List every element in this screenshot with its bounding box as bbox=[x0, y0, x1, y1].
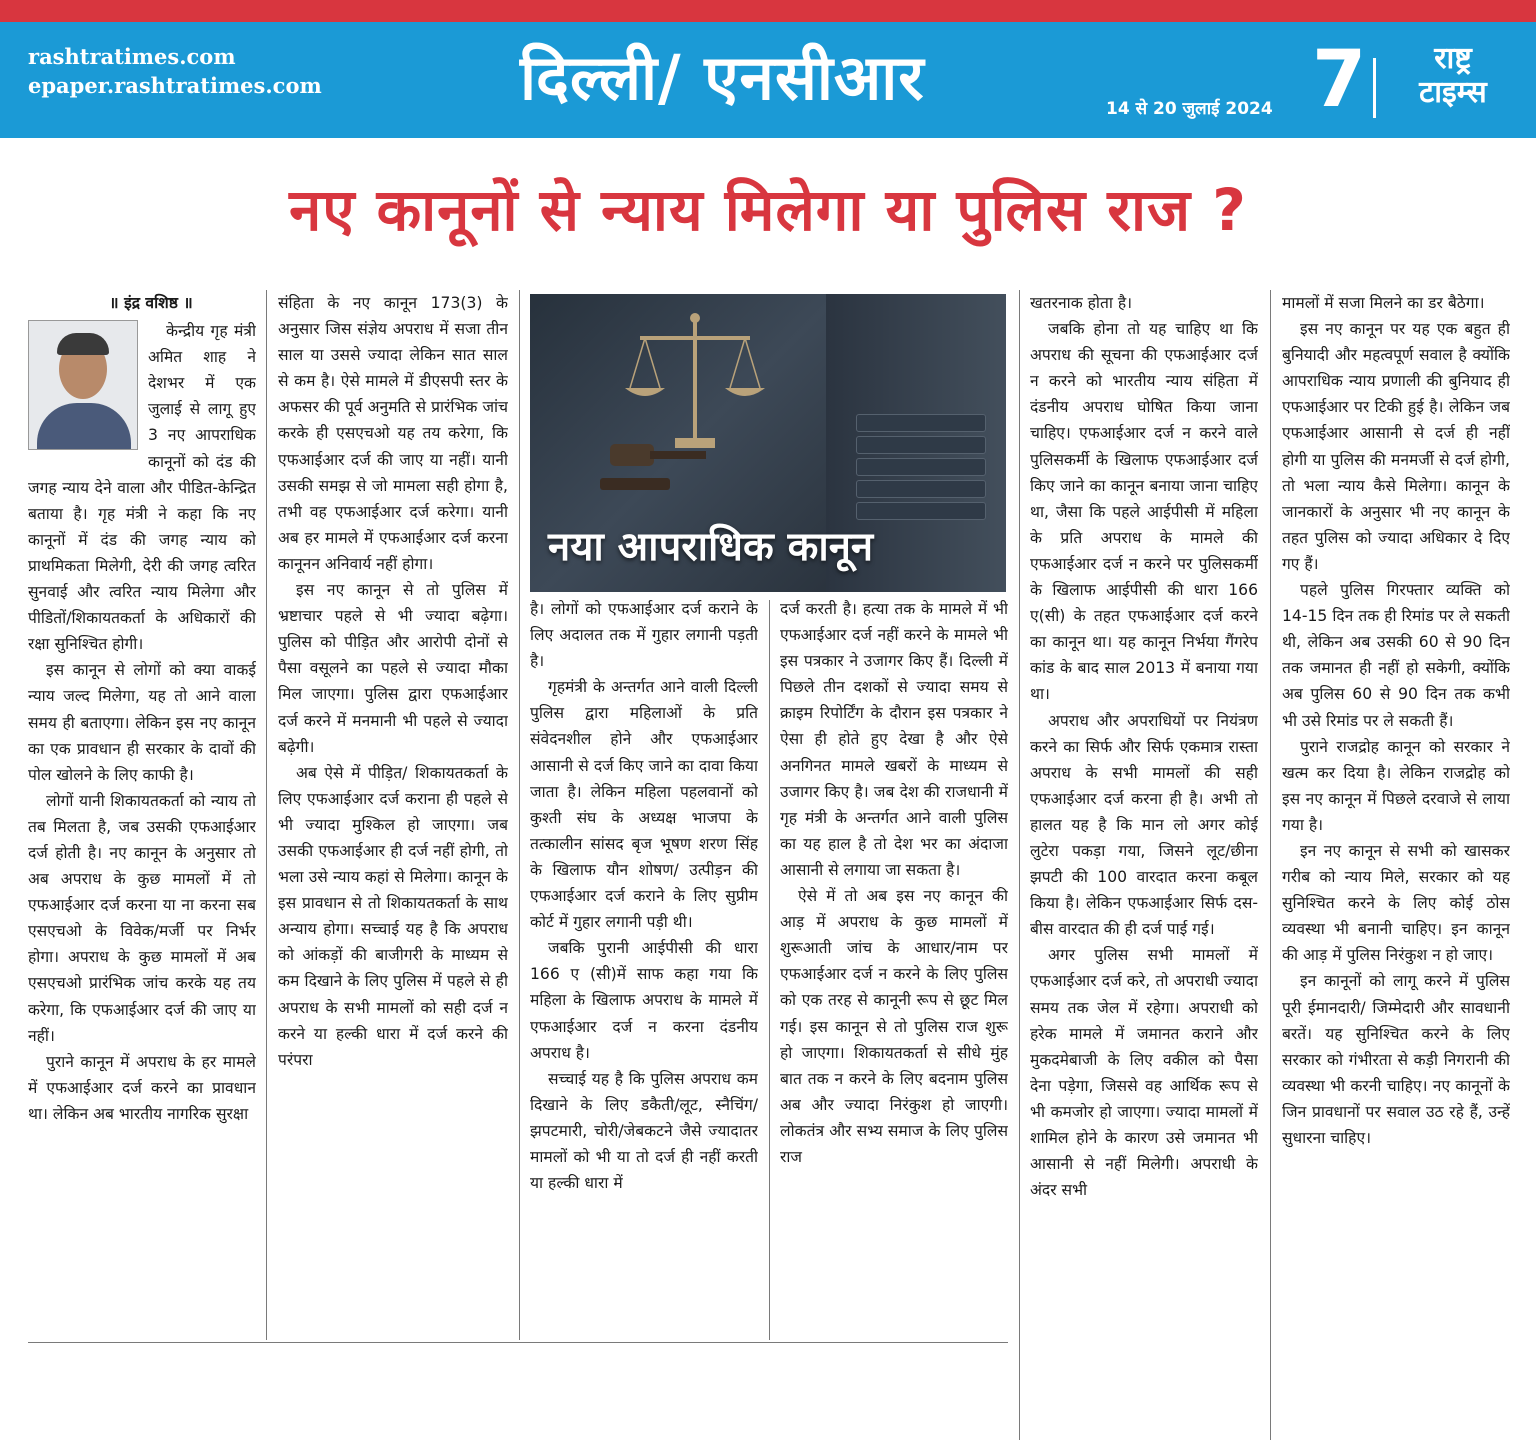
paragraph: दर्ज करती है। हत्या तक के मामले में भी एफआईआर दर्ज नहीं करने के मामले भी इस पत्रकार ने उजागर किए हैं। दिल्ली में पिछले तीन दशकों से ज्यादा समय से क्राइम रिपोर्टिंग के दौरान इस पत्रकार ने ऐसा ही होते हुए देखा है और ऐसे अनगिनत मामले खबरों के माध्यम से उजागर किए है। जब देश की राजधानी में गृह मंत्री के अन्तर्गत आने वाली पुलिस का यह हाल है तो देश भर का अंदाजा आसानी से लगाया जा सकता है। bbox=[780, 600, 1008, 879]
paragraph: पुराने कानून में अपराध के हर मामले में एफआईआर दर्ज करने का प्रावधान था। लेकिन अब भारतीय नागरिक सुरक्षा bbox=[28, 1052, 256, 1123]
brand-logo bbox=[1388, 42, 1518, 110]
article-column-6 bbox=[1282, 290, 1510, 1440]
paragraph: ऐसे में तो अब इस नए कानून की आड़ में अपराध के कुछ मामलों में शुरूआती जांच के आधार/नाम पर एफआईआर दर्ज न करने के लिए पुलिस को एक तरह से कानूनी रूप से छूट मिल गई। इस कानून से तो पुलिस राज शुरू हो जाएगा। शिकायतकर्ता से सीधे मुंह बात तक न करने के लिए बदनाम पुलिस अब और ज्यादा निरंकुश हो जाएगी। लोकतंत्र और सभ्य समाज के लिए पुलिस राज bbox=[780, 887, 1008, 1166]
paragraph: लोगों यानी शिकायतकर्ता को न्याय तो तब मिलता है, जब उसकी एफआईआर दर्ज होती है। नए कानून के अनुसार तो अब अपराध के कुछ मामलों में तो एफआईआर दर्ज करना या ना करना सब एसएचओ के विवेक/मर्जी पर निर्भर होगा। अपराध के कुछ मामलों में अब एसएचओ प्रारंभिक जांच करके यह तय करेगा, कि एफआईआर दर्ज की जाए या नहीं। bbox=[28, 791, 256, 1045]
paragraph: अपराध और अपराधियों पर नियंत्रण करने का सिर्फ और सिर्फ एकमात्र रास्ता अपराध के सभी मामलों की सही एफआईआर दर्ज करना ही है। अभी तो हालत यह है कि मान लो अगर कोई लुटेरा पकड़ा गया, जिसने लूट/छीना झपटी की 100 वारदात करना कबूल किया है। लेकिन एफआईआर सिर्फ दस-बीस वारदात की ही दर्ज पाई गई। bbox=[1030, 711, 1258, 939]
issue-date: 14 से 20 जुलाई 2024 bbox=[1106, 99, 1273, 119]
byline: ॥ इंद्र वशिष्ठ ॥ bbox=[109, 294, 193, 312]
column-divider bbox=[519, 290, 520, 1340]
headline: नए कानूनों से न्याय मिलेगा या पुलिस राज ? bbox=[289, 176, 1247, 244]
paragraph: इस कानून से लोगों को क्या वाकई न्याय जल्द मिलेगा, यह तो आने वाला समय ही बताएगा। लेकिन इस नए कानून का एक प्रावधान ही सरकार के दावों की पोल खोलने के लिए काफी है। bbox=[28, 661, 256, 784]
article-column-4 bbox=[780, 596, 1008, 1340]
paragraph: इन कानूनों को लागू करने में पुलिस पूरी ईमानदारी/ जिम्मेदारी और सावधानी बरतें। यह सुनिश्चित करने के लिए सरकार को गंभीरता से कड़ी निगरानी की व्यवस्था भी करनी चाहिए। नए कानूनों के जिन प्रावधानों पर सवाल उठ रहे हैं, उन्हें सुधारना चाहिए। bbox=[1282, 972, 1510, 1147]
bottom-divider bbox=[28, 1342, 1008, 1343]
paragraph: है। लोगों को एफआईआर दर्ज कराने के लिए अदालत तक में गुहार लगानी पड़ती है। bbox=[530, 600, 758, 671]
header-divider bbox=[1373, 58, 1376, 118]
paragraph: जबकि होना तो यह चाहिए था कि अपराध की सूचना की एफआईआर दर्ज न करने को भारतीय न्याय संहिता में दंडनीय अपराध घोषित किया जाना चाहिए। एफआईआर दर्ज न करने वाले पुलिसकर्मी के खिलाफ एफआईआर दर्ज किए जाने का कानून बनाया जाना चाहिए था, जैसा कि पहले आईपीसी में महिला के प्रति अपराध के मामले की एफआईआर दर्ज न करने पर पुलिसकर्मी के खिलाफ आईपीसी की धारा 166 ए(सी) के तहत एफआईआर दर्ज करने का कानून था। यह कानून निर्भया गैंगरेप कांड के बाद साल 2013 में बनाया गया था। bbox=[1030, 320, 1258, 704]
brand-line-2: टाइम्स bbox=[1419, 75, 1487, 110]
paragraph: केन्द्रीय गृह मंत्री अमित शाह ने देशभर में एक जुलाई से लागू हुए 3 नए आपराधिक कानूनों को दंड की जगह न्याय देने वाला और पीडित-केन्द्रित बताया है। गृह मंत्री ने कहा कि नए कानूनों में दंड की जगह न्याय को प्राथमिकता मिलेगी, देरी की जगह त्वरित सुनवाई और त्वरित न्याय मिलेगा और पीडितों/शिकायतकर्ता के अधिकारों की रक्षा सुनिश्चित होगी। bbox=[28, 322, 256, 654]
paragraph: इस नए कानून पर यह एक बहुत ही बुनियादी और महत्वपूर्ण सवाल है क्योंकि आपराधिक न्याय प्रणाली की बुनियाद ही एफआईआर पर टिकी हुई है। लेकिन जब एफआईआर आसानी से दर्ज ही नहीं होगी या पुलिस की मनमर्जी से दर्ज होगी, तो भला न्याय कैसे मिलेगा। कानून के जानकारों के अनुसार भी नए कानून के तहत पुलिस को ज्यादा अधिकार दे दिए गए हैं। bbox=[1282, 320, 1510, 573]
paragraph: अगर पुलिस सभी मामलों में एफआईआर दर्ज करे, तो अपराधी ज्यादा समय तक जेल में रहेगा। अपराधी को हरेक मामले में जमानत कराने और मुकदमेबाजी के लिए वकील को पैसा देना पड़ेगा, जिससे वह आर्थिक रूप से भी कमजोर हो जाएगा। ज्यादा मामलों में शामिल होने के कारण उसे जमानत भी आसानी से नहीं मिलेगी। अपराधी के अंदर सभी bbox=[1030, 946, 1258, 1200]
paragraph: खतरनाक होता है। bbox=[1030, 294, 1133, 312]
column-divider bbox=[769, 600, 770, 1340]
column-divider bbox=[266, 290, 267, 1340]
paragraph: अब ऐसे में पीड़ित/ शिकायतकर्ता के लिए एफआईआर दर्ज कराना ही पहले से भी ज्यादा मुश्किल हो जाएगा। जब उसकी एफआईआर ही दर्ज नहीं होगी, तो भला उसे न्याय कहां से मिलेगा। कानून के इस प्रावधान से तो शिकायतकर्ता के साथ अन्याय होगा। सच्चाई यह है कि अपराध को आंकड़ों की बाजीगरी के माध्यम से कम दिखाने के लिए पुलिस में पहले से ही अपराध के सभी मामलों को सही दर्ज न करने या हल्की धारा में दर्ज करने की परंपरा bbox=[278, 763, 508, 1069]
paragraph: पुराने राजद्रोह कानून को सरकार ने खत्म कर दिया है। लेकिन राजद्रोह को इस नए कानून में पिछले दरवाजे से लाया गया है। bbox=[1282, 737, 1510, 834]
article-column-5 bbox=[1030, 290, 1258, 1440]
paragraph: मामलों में सजा मिलने का डर बैठेगा। bbox=[1282, 294, 1485, 312]
image-caption: नया आपराधिक कानून bbox=[548, 524, 874, 570]
site-url[interactable]: rashtratimes.com bbox=[28, 44, 236, 69]
article-column-1 bbox=[28, 290, 256, 1340]
paragraph: पहले पुलिस गिरफ्तार व्यक्ति को 14-15 दिन तक ही रिमांड पर ले सकती थी, लेकिन अब उसकी 60 से 90 दिन तक जमानत ही नहीं हो सकेगी, क्योंकि अब पुलिस 60 से 90 दिन तक कभी भी उसे रिमांड पर ले सकती हैं। bbox=[1282, 581, 1510, 730]
paragraph: सच्चाई यह है कि पुलिस अपराध कम दिखाने के लिए डकैती/लूट, स्नैचिंग/झपटमारी, चोरी/जेबकटने जैसे ज्यादातर मामलों को भी या तो दर्ज ही नहीं करती या हल्की धारा में bbox=[530, 1069, 758, 1193]
section-title: दिल्ली/ एनसीआर bbox=[520, 41, 925, 114]
feature-image bbox=[530, 294, 1006, 592]
epaper-url[interactable]: epaper.rashtratimes.com bbox=[28, 73, 322, 98]
article-column-2 bbox=[278, 290, 508, 1340]
paragraph: इस नए कानून से तो पुलिस में भ्रष्टाचार पहले से भी ज्यादा बढ़ेगा। पुलिस को पीड़ित और आरोपी दोनों से पैसा वसूलने का पहले से ज्यादा मौका मिल जाएगा। पुलिस द्वारा एफआईआर दर्ज करने में मनमानी भी पहले से ज्यादा बढ़ेगी। bbox=[278, 581, 508, 756]
page-number: 7 bbox=[1312, 35, 1367, 125]
paragraph: जबकि पुरानी आईपीसी की धारा 166 ए (सी)में साफ कहा गया कि महिला के खिलाफ अपराध के मामले में एफआईआर दर्ज न करना दंडनीय अपराध है। bbox=[530, 939, 758, 1062]
site-urls bbox=[28, 42, 322, 100]
paragraph: इन नए कानून से सभी को खासकर गरीब को न्याय मिले, सरकार को यह सुनिश्चित करने के लिए कोई ठोस व्यवस्था भी बनानी चाहिए। इन कानून की आड़ में पुलिस निरंकुश न हो जाए। bbox=[1282, 841, 1510, 965]
article-column-3 bbox=[530, 596, 758, 1340]
top-accent-bar bbox=[0, 0, 1536, 22]
gavel-icon bbox=[600, 434, 710, 494]
paragraph: संहिता के नए कानून 173(3) के अनुसार जिस संज्ञेय अपराध में सजा तीन साल या उससे ज्यादा लेकिन सात साल से कम है। ऐसे मामले में डीएसपी स्तर के अफसर की पूर्व अनुमति से प्रारंभिक जांच करके ही एसएचओ यह तय करेगा, कि एफआईआर दर्ज की जाए या नहीं। यानी उसकी समझ से जो मामला सही होगा है, तभी वह एफआईआर दर्ज करेगा। यानी अब हर मामले में एफआईआर दर्ज करना कानूनन अनिवार्य नहीं होगा। bbox=[278, 294, 508, 573]
brand-line-1: राष्ट्र bbox=[1434, 41, 1472, 76]
column-divider bbox=[1270, 290, 1271, 1440]
author-photo bbox=[28, 320, 138, 450]
column-divider bbox=[1019, 290, 1020, 1440]
paragraph: गृहमंत्री के अन्तर्गत आने वाली दिल्ली पुलिस द्वारा महिलाओं के प्रति संवेदनशील होने और एफआईआर आसानी से दर्ज किए जाने का दावा किया जाता है। लेकिन महिला पहलवानों को कुश्ती संघ के अध्यक्ष भाजपा के तत्कालीन सांसद बृज भूषण शरण सिंह के खिलाफ यौन शोषण/ उत्पीड़न की एफआईआर दर्ज कराने के लिए सुप्रीम कोर्ट में गुहार लगानी पड़ी थी। bbox=[530, 678, 758, 932]
